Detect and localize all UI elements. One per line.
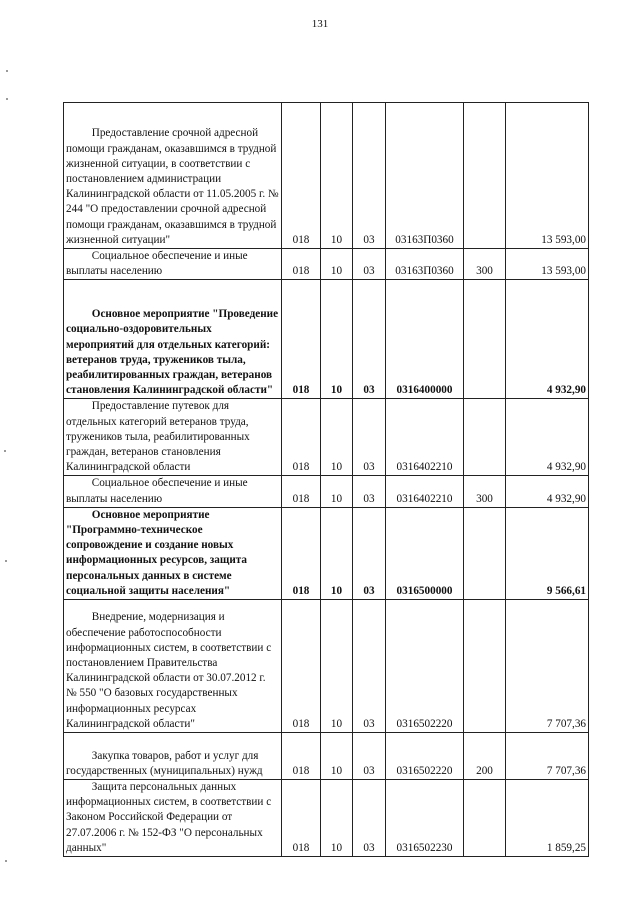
row-name-text: Внедрение, модернизация и обеспечение работоспособности информационных систем, в соответствии с постановлением Правительства Калининградской области от 30.07.2012 г. № 550 "О базовых государственных информационных ресурсах Калининградской области" — [66, 611, 272, 730]
amount-cell: 9 566,61 — [506, 507, 589, 599]
subsection-cell: 03 — [353, 280, 386, 399]
subsection-cell: 03 — [353, 733, 386, 780]
subsection-cell: 03 — [353, 103, 386, 249]
grbs-cell: 018 — [282, 780, 321, 857]
row-name-text: Основное мероприятие "Проведение социально-оздоровительных мероприятий для отдельных категорий: ветеранов труда, тружеников тыла, реабилитированных граждан, ветеранов становления Калининградской области" — [66, 308, 279, 397]
scan-mark — [6, 98, 8, 100]
table-row — [64, 780, 589, 857]
row-name — [64, 280, 282, 399]
grbs-cell: 018 — [282, 507, 321, 599]
subsection-cell: 03 — [353, 507, 386, 599]
amount-cell: 4 932,90 — [506, 399, 589, 476]
row-name — [64, 600, 282, 733]
section-cell: 10 — [321, 249, 353, 280]
scan-mark — [5, 560, 7, 562]
grbs-cell: 018 — [282, 733, 321, 780]
subsection-cell: 03 — [353, 399, 386, 476]
expense-type-cell: 300 — [464, 476, 506, 507]
table-row — [64, 733, 589, 780]
section-cell: 10 — [321, 600, 353, 733]
scan-mark — [4, 450, 6, 452]
target-article-cell: 0316400000 — [386, 280, 464, 399]
table-row — [64, 507, 589, 599]
expense-type-cell — [464, 280, 506, 399]
page-number: 131 — [311, 18, 329, 30]
row-name — [64, 733, 282, 780]
row-name — [64, 249, 282, 280]
expense-type-cell — [464, 600, 506, 733]
table-row — [64, 399, 589, 476]
target-article-cell: 0316500000 — [386, 507, 464, 599]
target-article-cell: 03163П0360 — [386, 103, 464, 249]
grbs-cell: 018 — [282, 476, 321, 507]
amount-cell: 13 593,00 — [506, 249, 589, 280]
expense-type-cell — [464, 507, 506, 599]
section-cell: 10 — [321, 399, 353, 476]
scan-mark — [6, 70, 8, 72]
row-name-text: Предоставление срочной адресной помощи гражданам, оказавшимся в трудной жизненной ситуации, в соответствии с постановлением администрации Калининградской области от 11.05.2005 г. № 244 "О предоставлении срочной адресной помощи гражданам, оказавшимся в трудной жизненной ситуации" — [66, 127, 279, 246]
section-cell: 10 — [321, 780, 353, 857]
grbs-cell: 018 — [282, 280, 321, 399]
amount-cell: 7 707,36 — [506, 733, 589, 780]
subsection-cell: 03 — [353, 780, 386, 857]
row-name-text: Закупка товаров, работ и услуг для государственных (муниципальных) нужд — [66, 749, 263, 777]
target-article-cell: 0316502220 — [386, 600, 464, 733]
grbs-cell: 018 — [282, 103, 321, 249]
table-row — [64, 280, 589, 399]
target-article-cell: 03163П0360 — [386, 249, 464, 280]
amount-cell: 13 593,00 — [506, 103, 589, 249]
grbs-cell: 018 — [282, 249, 321, 280]
subsection-cell: 03 — [353, 249, 386, 280]
scan-mark — [5, 860, 7, 862]
amount-cell: 7 707,36 — [506, 600, 589, 733]
table-row — [64, 476, 589, 507]
grbs-cell: 018 — [282, 600, 321, 733]
section-cell: 10 — [321, 103, 353, 249]
expense-type-cell — [464, 780, 506, 857]
row-name-text: Защита персональных данных информационных систем, в соответствии с Законом Российской Федерации от 27.07.2006 г. № 152-ФЗ "О персональных данных" — [66, 781, 272, 854]
expense-type-cell: 300 — [464, 249, 506, 280]
table-row — [64, 600, 589, 733]
expense-type-cell: 200 — [464, 733, 506, 780]
row-name — [64, 476, 282, 507]
row-name — [64, 780, 282, 857]
amount-cell: 1 859,25 — [506, 780, 589, 857]
table-row — [64, 249, 589, 280]
target-article-cell: 0316502230 — [386, 780, 464, 857]
row-name-text: Социальное обеспечение и иные выплаты населению — [66, 250, 248, 278]
section-cell: 10 — [321, 733, 353, 780]
row-name-text: Основное мероприятие "Программно-техническое сопровождение и создание новых информационных ресурсов, защита персональных данных в системе социальной защиты населения" — [66, 508, 247, 597]
amount-cell: 4 932,90 — [506, 476, 589, 507]
row-name-text: Социальное обеспечение и иные выплаты населению — [66, 477, 248, 505]
target-article-cell: 0316502220 — [386, 733, 464, 780]
row-name — [64, 103, 282, 249]
expense-type-cell — [464, 399, 506, 476]
section-cell: 10 — [321, 507, 353, 599]
target-article-cell: 0316402210 — [386, 399, 464, 476]
section-cell: 10 — [321, 476, 353, 507]
amount-cell: 4 932,90 — [506, 280, 589, 399]
target-article-cell: 0316402210 — [386, 476, 464, 507]
table-row — [64, 103, 589, 249]
subsection-cell: 03 — [353, 476, 386, 507]
expense-type-cell — [464, 103, 506, 249]
grbs-cell: 018 — [282, 399, 321, 476]
row-name — [64, 399, 282, 476]
section-cell: 10 — [321, 280, 353, 399]
row-name-text: Предоставление путевок для отдельных категорий ветеранов труда, тружеников тыла, реабилитированных граждан, ветеранов становления Калининградской области — [66, 400, 250, 474]
budget-table — [63, 102, 589, 857]
row-name — [64, 507, 282, 599]
subsection-cell: 03 — [353, 600, 386, 733]
